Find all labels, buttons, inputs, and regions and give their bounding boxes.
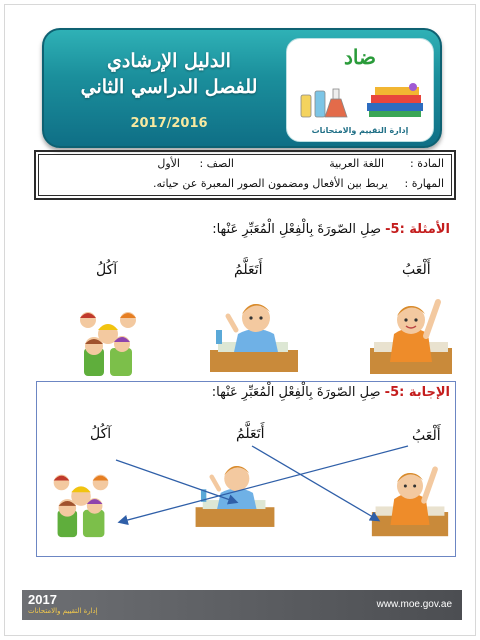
boy-studying-image [206, 290, 302, 376]
answer-word-learn: أَتَعَلَّمُ [236, 426, 265, 442]
answer-boy-studying-image [192, 452, 278, 532]
guide-title-line1: الدليل الإرشادي [107, 50, 231, 72]
logo-department: إدارة التقييم والامتحانات [311, 126, 409, 135]
dhad-logo [286, 38, 434, 142]
examples-lead: الأمثلة :5- [385, 222, 450, 237]
skill-label: المهارة : [404, 177, 444, 190]
footer-department: إدارة التقييم والامتحانات [28, 607, 98, 615]
grade-label: الصف : [199, 157, 234, 170]
answer-heading [212, 385, 450, 400]
children-eating-image [66, 300, 150, 380]
examples-heading [212, 222, 450, 237]
header-banner [42, 28, 442, 148]
logo-wordmark: ضاد [344, 45, 376, 69]
subject-value: اللغة العربية [329, 157, 384, 170]
answer-word-play: أَلْعَبُ [412, 428, 441, 444]
info-row-subject [46, 157, 444, 173]
answer-boy-raising-hand-image [370, 458, 450, 540]
guide-title [60, 48, 278, 100]
skill-value: يربط بين الأفعال ومضمون الصور المعبرة عن حياته. [153, 177, 388, 190]
academic-year: 2017/2016 [130, 116, 208, 131]
lesson-info-box [34, 150, 456, 200]
boy-raising-hand-image [368, 292, 454, 376]
example-word-eat: آكُلُ [96, 262, 118, 278]
answer-instruction: صِلِ الصّورَةَ بِالْفِعْلِ الْمُعَبِّرِ عَنْها: [211, 385, 385, 400]
example-word-learn: أَتَعَلَّمُ [234, 262, 263, 278]
answer-children-eating-image [40, 462, 122, 542]
guide-title-line2: للفصل الدراسي الثاني [80, 76, 258, 98]
books-icon [363, 81, 427, 121]
answer-lead: الإجابة :5- [384, 385, 450, 400]
grade-value: الأول [157, 157, 180, 170]
examples-instruction: صِلِ الصّورَةَ بِالْفِعْلِ الْمُعَبِّرِ عَنْها: [212, 222, 386, 237]
footer-year: 2017 [28, 592, 57, 607]
lab-beakers-icon [297, 85, 353, 121]
subject-label: المادة : [410, 157, 444, 170]
footer-url: www.moe.gov.ae [376, 599, 452, 610]
footer-bar [22, 590, 462, 620]
info-row-skill [46, 177, 444, 193]
example-word-play: أَلْعَبُ [402, 262, 431, 278]
answer-word-eat: آكُلُ [90, 426, 112, 442]
